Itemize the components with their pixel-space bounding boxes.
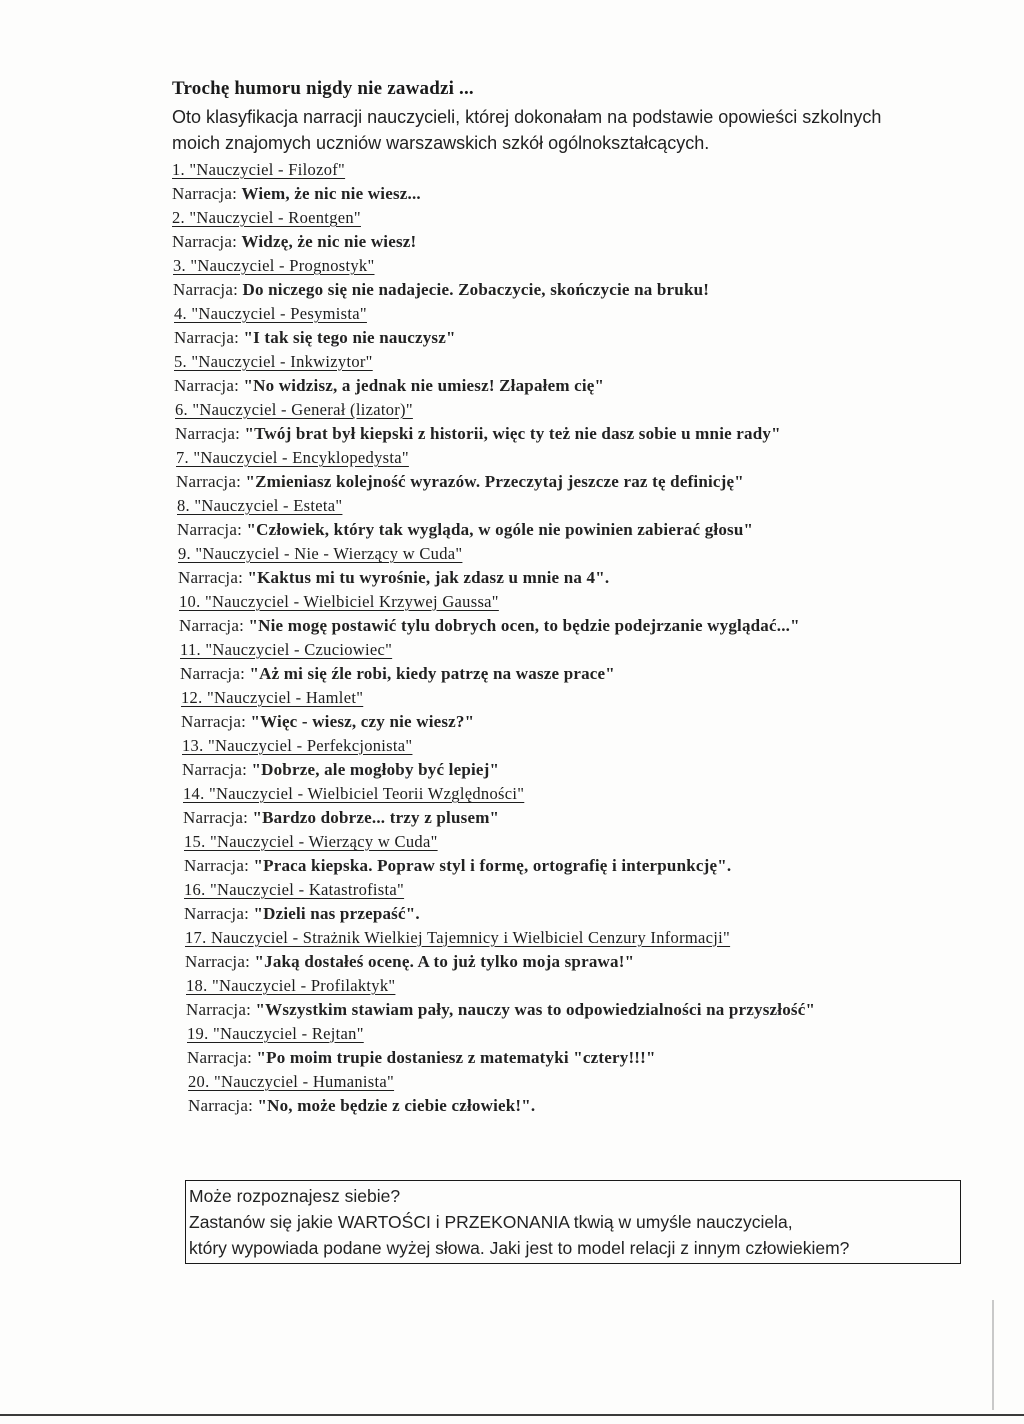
reflection-prompt-line: Zastanów się jakie WARTOŚCI i PRZEKONANIA tkwią w umyśle nauczyciela, [189, 1212, 793, 1232]
list-item [172, 398, 972, 446]
entry-narration [181, 710, 972, 734]
narration-text: "Praca kiepska. Popraw styl i formę, ortografię i interpunkcję". [253, 856, 732, 875]
entry-heading: 10. "Nauczyciel - Wielbiciel Krzywej Gaussa" [179, 592, 499, 611]
entry-narration [172, 182, 972, 206]
narration-label: Narracja: [172, 232, 242, 251]
list-item [172, 926, 972, 974]
narration-label: Narracja: [181, 712, 251, 731]
entry-heading: 2. "Nauczyciel - Roentgen" [172, 208, 361, 227]
narration-text: "Więc - wiesz, czy nie wiesz?" [250, 712, 475, 731]
list-item [172, 782, 972, 830]
narration-text: "Nie mogę postawić tylu dobrych ocen, to będzie podejrzanie wyglądać..." [248, 616, 800, 635]
narration-label: Narracja: [184, 904, 254, 923]
narration-label: Narracja: [177, 520, 247, 539]
list-item [172, 350, 972, 398]
narration-text: "Wszystkim stawiam pały, nauczy was to odpowiedzialności na przyszłość" [255, 1000, 816, 1019]
entry-heading: 13. "Nauczyciel - Perfekcjonista" [182, 736, 413, 755]
list-item [172, 1070, 972, 1118]
entry-narration [177, 518, 972, 542]
scan-edge-mark [992, 1300, 994, 1410]
entry-narration [182, 758, 972, 782]
entry-heading: 20. "Nauczyciel - Humanista" [188, 1072, 395, 1091]
narration-label: Narracja: [179, 616, 249, 635]
narration-text: "Dobrze, ale mogłoby być lepiej" [251, 760, 500, 779]
list-item [172, 1022, 972, 1070]
list-item [172, 734, 972, 782]
narration-text: "No widzisz, a jednak nie umiesz! Złapałem cię" [243, 376, 605, 395]
entry-heading: 15. "Nauczyciel - Wierzący w Cuda" [184, 832, 438, 851]
list-item [172, 686, 972, 734]
entry-heading: 19. "Nauczyciel - Rejtan" [187, 1024, 364, 1043]
narration-text: "Człowiek, który tak wygląda, w ogóle nie powinien zabierać głosu" [246, 520, 754, 539]
document-title: Trochę humoru nigdy nie zawadzi ... [172, 78, 474, 99]
list-item [172, 206, 972, 254]
narration-text: Widzę, że nic nie wiesz! [241, 232, 417, 251]
narration-text: "Zmieniasz kolejność wyrazów. Przeczytaj jeszcze raz tę definicję" [245, 472, 744, 491]
narration-text: "No, może będzie z ciebie człowiek!". [257, 1096, 536, 1115]
list-item [172, 254, 972, 302]
entry-heading: 4. "Nauczyciel - Pesymista" [174, 304, 367, 323]
narration-label: Narracja: [174, 376, 244, 395]
narration-text: "Kaktus mi tu wyrośnie, jak zdasz u mnie na 4". [247, 568, 610, 587]
narration-label: Narracja: [182, 760, 252, 779]
entry-heading: 9. "Nauczyciel - Nie - Wierzący w Cuda" [178, 544, 463, 563]
entry-heading: 11. "Nauczyciel - Czuciowiec" [180, 640, 393, 659]
entry-narration [175, 422, 972, 446]
entry-narration [173, 278, 972, 302]
list-item [172, 158, 972, 206]
narration-text: "Po moim trupie dostaniesz z matematyki "cztery!!!" [256, 1048, 656, 1067]
list-item [172, 590, 972, 638]
entry-narration [172, 230, 972, 254]
narration-label: Narracja: [188, 1096, 258, 1115]
entry-narration [184, 902, 972, 926]
list-item [172, 878, 972, 926]
entry-heading: 8. "Nauczyciel - Esteta" [177, 496, 343, 515]
narration-label: Narracja: [180, 664, 250, 683]
entry-heading: 17. Nauczyciel - Strażnik Wielkiej Tajemnicy i Wielbiciel Cenzury Informacji" [185, 928, 731, 947]
narration-label: Narracja: [173, 280, 243, 299]
reflection-prompt-line: który wypowiada podane wyżej słowa. Jaki jest to model relacji z innym człowiekiem? [189, 1238, 850, 1258]
entry-heading: 5. "Nauczyciel - Inkwizytor" [174, 352, 373, 371]
narration-label: Narracja: [186, 1000, 256, 1019]
narration-label: Narracja: [185, 952, 255, 971]
entry-narration [187, 1046, 972, 1070]
narration-text: Wiem, że nic nie wiesz... [241, 184, 421, 203]
entry-heading: 1. "Nauczyciel - Filozof" [172, 160, 346, 179]
entry-narration [188, 1094, 972, 1118]
narration-text: "Twój brat był kiepski z historii, więc ty też nie dasz sobie u mnie rady" [244, 424, 781, 443]
narration-label: Narracja: [172, 184, 242, 203]
narration-label: Narracja: [174, 328, 244, 347]
list-item [172, 638, 972, 686]
entry-narration [183, 806, 972, 830]
list-item [172, 302, 972, 350]
entry-narration [176, 470, 972, 494]
entry-heading: 6. "Nauczyciel - Generał (lizator)" [175, 400, 413, 419]
list-item [172, 494, 972, 542]
entry-narration [174, 326, 972, 350]
narration-label: Narracja: [187, 1048, 257, 1067]
narration-text: "Jaką dostałeś ocenę. A to już tylko moja sprawa!" [254, 952, 635, 971]
narration-label: Narracja: [175, 424, 245, 443]
narration-label: Narracja: [176, 472, 246, 491]
entry-heading: 3. "Nauczyciel - Prognostyk" [173, 256, 375, 275]
entry-heading: 18. "Nauczyciel - Profilaktyk" [186, 976, 396, 995]
narration-label: Narracja: [184, 856, 254, 875]
entry-narration [179, 614, 972, 638]
list-item [172, 542, 972, 590]
entry-narration [174, 374, 972, 398]
entry-narration [178, 566, 972, 590]
narration-label: Narracja: [183, 808, 253, 827]
list-item [172, 974, 972, 1022]
entry-heading: 12. "Nauczyciel - Hamlet" [181, 688, 364, 707]
entry-heading: 7. "Nauczyciel - Encyklopedysta" [176, 448, 409, 467]
narration-text: "Aż mi się źle robi, kiedy patrzę na wasze prace" [249, 664, 615, 683]
narration-label: Narracja: [178, 568, 248, 587]
list-item [172, 830, 972, 878]
reflection-question: Może rozpoznajesz siebie? [189, 1186, 401, 1206]
entry-heading: 14. "Nauczyciel - Wielbiciel Teorii Względności" [183, 784, 525, 803]
narration-text: "Dzieli nas przepaść". [253, 904, 420, 923]
entry-narration [186, 998, 972, 1022]
entry-narration [180, 662, 972, 686]
entry-narration [185, 950, 972, 974]
narration-text: "I tak się tego nie nauczysz" [243, 328, 456, 347]
narration-text: "Bardzo dobrze... trzy z plusem" [252, 808, 500, 827]
entry-narration [184, 854, 972, 878]
list-item [172, 446, 972, 494]
reflection-box [185, 1180, 961, 1264]
entry-heading: 16. "Nauczyciel - Katastrofista" [184, 880, 405, 899]
narration-text: Do niczego się nie nadajecie. Zobaczycie, skończycie na bruku! [242, 280, 710, 299]
teacher-narration-list [172, 158, 972, 1118]
scan-bottom-edge [0, 1414, 1024, 1416]
intro-paragraph: Oto klasyfikacja narracji nauczycieli, której dokonałam na podstawie opowieści szkolnych moich znajomych uczniów warszawskich szkół ogólnokształcących. [172, 107, 882, 153]
